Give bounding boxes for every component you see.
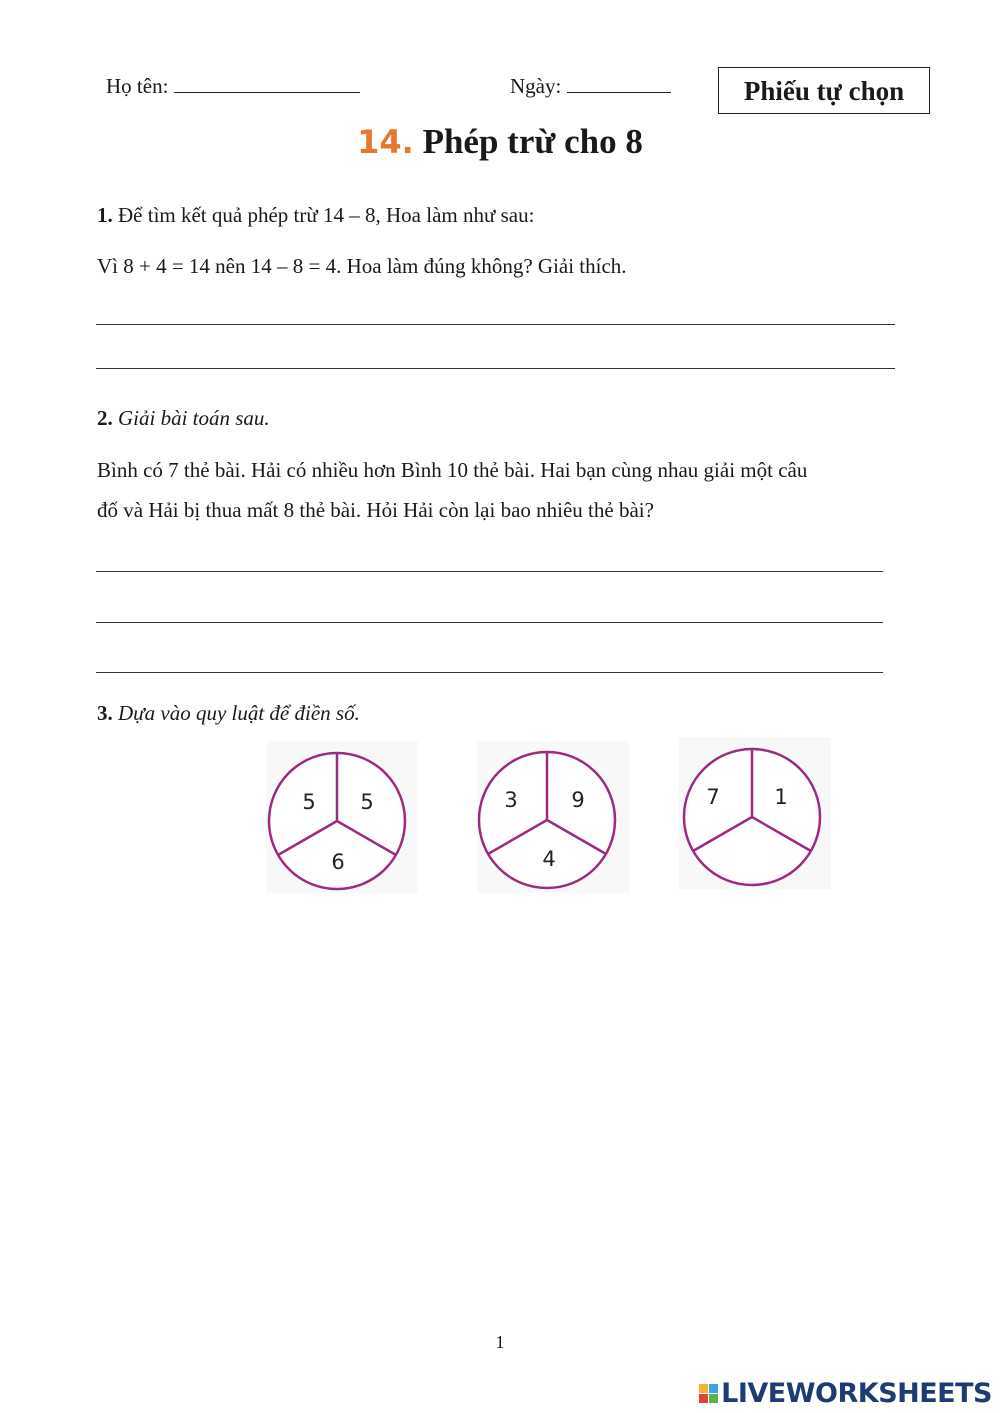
wheel-2-bottom: 4: [542, 847, 556, 871]
wheel-1-right: 5: [360, 790, 374, 814]
question-2-line-2: đố và Hải bị thua mất 8 thẻ bài. Hỏi Hải còn lại bao nhiêu thẻ bài?: [97, 498, 654, 522]
question-1-line-2: Vì 8 + 4 = 14 nên 14 – 8 = 4. Hoa làm đúng không? Giải thích.: [97, 254, 627, 278]
lesson-number: 14.: [357, 123, 414, 161]
answer-line[interactable]: [96, 368, 895, 369]
question-3: [97, 701, 360, 726]
lesson-title: Phép trừ cho 8: [422, 122, 643, 161]
wheel-1-left: 5: [302, 790, 316, 814]
wheel-1-bottom: 6: [331, 850, 345, 874]
worksheet-badge: Phiếu tự chọn: [718, 67, 930, 114]
date-field: [510, 74, 671, 99]
name-blank[interactable]: [174, 74, 360, 93]
answer-line[interactable]: [96, 672, 883, 673]
question-1-text: Để tìm kết quả phép trừ 14 – 8, Hoa làm như sau:: [118, 203, 535, 227]
wheel-2-left: 3: [504, 788, 518, 812]
liveworksheets-logo[interactable]: [699, 1378, 992, 1409]
name-field: [106, 74, 360, 99]
question-1: [97, 203, 534, 228]
logo-text: LIVEWORKSHEETS: [721, 1378, 992, 1409]
wheel-3-left: 7: [706, 785, 720, 809]
wheel-2-right: 9: [571, 788, 585, 812]
wheel-3-right: 1: [774, 785, 788, 809]
answer-line[interactable]: [96, 324, 895, 325]
number-wheel-2: [477, 741, 629, 893]
question-2-instruction: Giải bài toán sau.: [118, 406, 270, 430]
answer-line[interactable]: [96, 622, 883, 623]
date-blank[interactable]: [567, 74, 671, 93]
page-title: [0, 122, 1000, 162]
question-2: [97, 406, 270, 431]
liveworksheets-logo-icon: [699, 1384, 718, 1403]
number-wheel-3: [679, 737, 831, 889]
date-label: Ngày:: [510, 74, 562, 98]
name-label: Họ tên:: [106, 74, 169, 98]
question-2-line-1: Bình có 7 thẻ bài. Hải có nhiều hơn Bình 10 thẻ bài. Hai bạn cùng nhau giải một câu: [97, 458, 808, 482]
question-3-instruction: Dựa vào quy luật để điền số.: [118, 701, 360, 725]
page-number: 1: [495, 1332, 505, 1352]
number-wheel-1: [266, 741, 418, 893]
question-3-number: 3.: [97, 701, 113, 725]
question-2-number: 2.: [97, 406, 113, 430]
answer-line[interactable]: [96, 571, 883, 572]
question-1-number: 1.: [97, 203, 113, 227]
